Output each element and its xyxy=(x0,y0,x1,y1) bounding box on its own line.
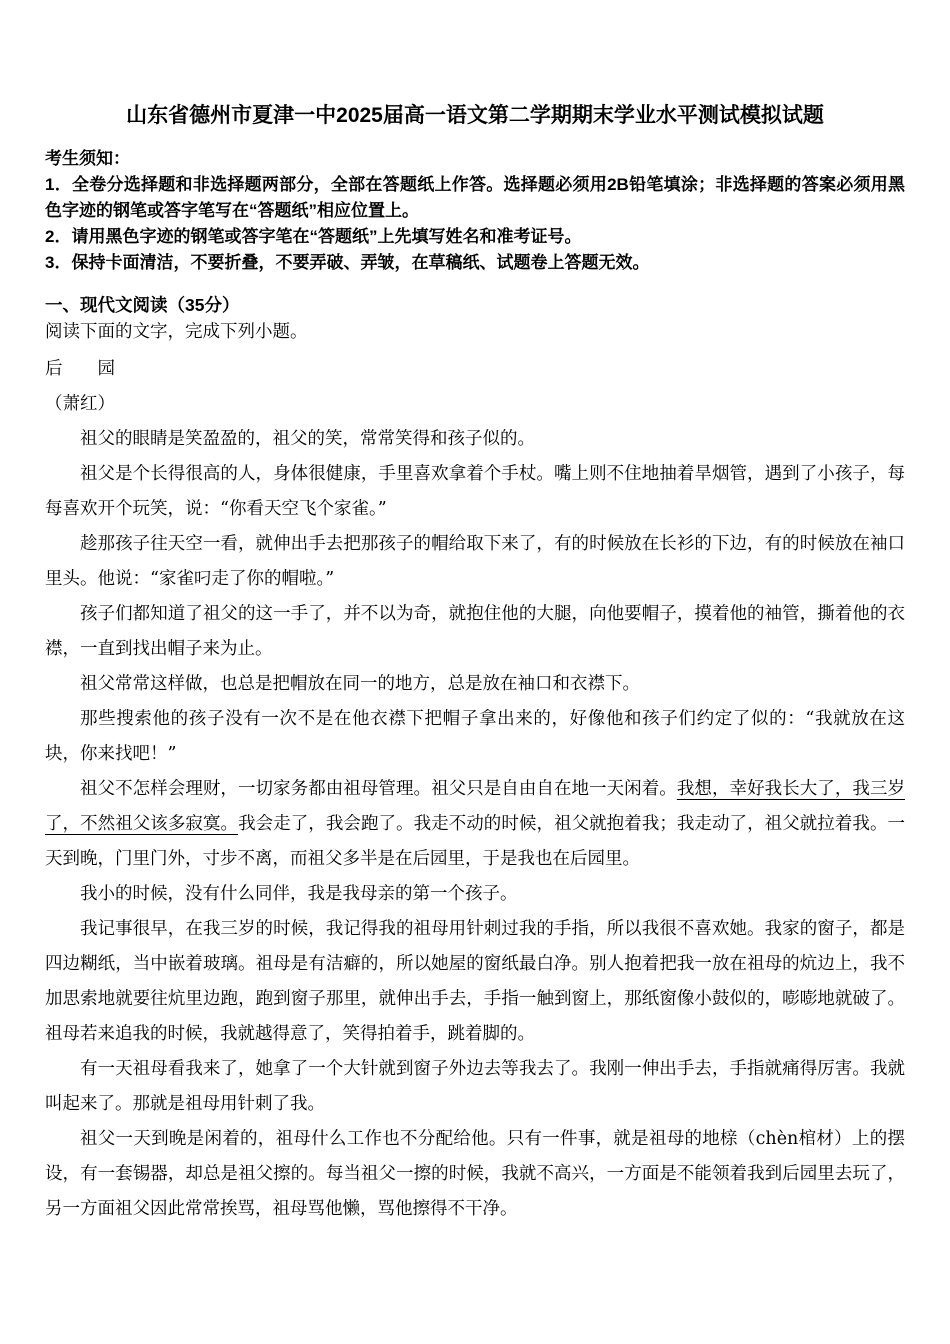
passage-title: 后 园 xyxy=(45,359,115,379)
section-instruction: 阅读下面的文字，完成下列小题。 xyxy=(45,321,308,341)
passage-paragraph: 祖父常常这样做，也总是把帽放在同一的地方，总是放在袖口和衣襟下。 xyxy=(80,674,640,694)
paragraph-text-post: 我会走了，我会跑了。我走不动的时候，祖父就抱着我；我走动了，祖父就拉着我。一天到晚，门里门外，寸步不离，而祖父多半是在后园里，于是我也在后园里。 xyxy=(45,814,906,869)
paragraph-text-pre: 祖父不怎样会理财，一切家务都由祖母管理。祖父只是自由自在地一天闲着。 xyxy=(80,779,677,799)
notice-heading: 考生须知： xyxy=(45,149,130,168)
notice-item-2: 2．请用黑色字迹的钢笔或答字笔在“答题纸”上先填写姓名和准考证号。 xyxy=(45,227,582,246)
passage-paragraph: 我小的时候，没有什么同伴，我是我母亲的第一个孩子。 xyxy=(80,884,518,904)
passage-paragraph: 祖父是个长得很高的人，身体很健康，手里喜欢拿着个手杖。嘴上则不住地抽着旱烟管，遇到了小孩子，每每喜欢开个玩笑，说：“你看天空飞个家雀。” xyxy=(45,464,905,519)
passage-paragraph: 祖父的眼睛是笑盈盈的，祖父的笑，常常笑得和孩子似的。 xyxy=(80,429,535,449)
passage-author: （萧红） xyxy=(45,394,115,414)
passage-paragraph: 祖父一天到晚是闲着的，祖母什么工作也不分配给他。只有一件事，就是祖母的地榇（chèn棺材）上的摆设，有一套锡器，却总是祖父擦的。每当祖父一擦的时候，我就不高兴，一方面是不能领着我到后园里去玩了，另一方面祖父因此常常挨骂，祖母骂他懒，骂他擦得不干净。 xyxy=(45,1129,905,1219)
section-heading-modern-reading: 一、现代文阅读（35分） xyxy=(45,295,240,315)
page-title: 山东省德州市夏津一中2025届高一语文第二学期期末学业水平测试模拟试题 xyxy=(126,104,824,127)
passage-paragraph: 孩子们都知道了祖父的这一手了，并不以为奇，就抱住他的大腿，向他要帽子，摸着他的袖管，撕着他的衣襟，一直到找出帽子来为止。 xyxy=(45,604,905,659)
passage-paragraph-with-underline xyxy=(45,772,905,877)
underlined-sentence: 我想，幸好我长大了，我三岁了，不然祖父该多寂寞。 xyxy=(45,779,906,834)
candidate-notice xyxy=(45,146,905,276)
notice-item-1: 1．全卷分选择题和非选择题两部分，全部在答题纸上作答。选择题必须用2B铅笔填涂；非选择题的答案必须用黑色字迹的钢笔或答字笔写在“答题纸”相应位置上。 xyxy=(45,175,905,220)
notice-item-3: 3．保持卡面清洁，不要折叠，不要弄破、弄皱，在草稿纸、试题卷上答题无效。 xyxy=(45,253,650,272)
reading-passage xyxy=(45,352,905,1227)
passage-paragraph: 那些搜索他的孩子没有一次不是在他衣襟下把帽子拿出来的，好像他和孩子们约定了似的：“我就放在这块，你来找吧！” xyxy=(45,709,905,764)
passage-paragraph: 趁那孩子往天空一看，就伸出手去把那孩子的帽给取下来了，有的时候放在长衫的下边，有的时候放在袖口里头。他说：“家雀叼走了你的帽啦。” xyxy=(45,534,905,589)
passage-paragraph: 我记事很早，在我三岁的时候，我记得我的祖母用针刺过我的手指，所以我很不喜欢她。我家的窗子，都是四边糊纸，当中嵌着玻璃。祖母是有洁癖的，所以她屋的窗纸最白净。别人抱着把我一放在祖母的炕边上，我不加思索地就要往炕里边跑，跑到窗子那里，就伸出手去，手指一触到窗上，那纸窗像小鼓似的，嘭嘭地就破了。祖母若来追我的时候，我就越得意了，笑得拍着手，跳着脚的。 xyxy=(45,919,905,1044)
passage-paragraph: 有一天祖母看我来了，她拿了一个大针就到窗子外边去等我去了。我刚一伸出手去，手指就痛得厉害。我就叫起来了。那就是祖母用针刺了我。 xyxy=(45,1059,905,1114)
